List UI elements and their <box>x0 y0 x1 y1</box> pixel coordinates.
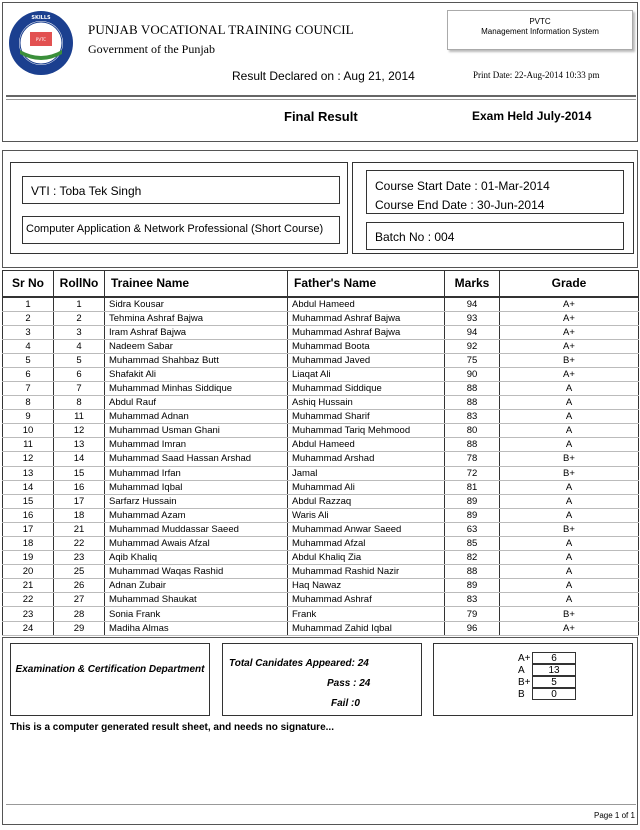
cell-trainee-name: Sarfarz Hussain <box>105 494 288 508</box>
cell-grade: A <box>500 565 639 579</box>
cell-marks: 89 <box>445 494 500 508</box>
totals-box <box>222 643 422 716</box>
cell-trainee-name: Muhammad Saad Hassan Arshad <box>105 452 288 466</box>
cell-grade: A+ <box>500 311 639 325</box>
cell-sr-no: 19 <box>3 551 54 565</box>
grade-count: 6 <box>532 652 576 664</box>
table-row <box>3 438 639 452</box>
cell-trainee-name: Muhammad Shaukat <box>105 593 288 607</box>
svg-text:PVTC: PVTC <box>35 37 47 42</box>
course-start-date: Course Start Date : 01-Mar-2014 <box>375 179 550 193</box>
cell-trainee-name: Muhammad Awais Afzal <box>105 537 288 551</box>
cell-sr-no: 17 <box>3 522 54 536</box>
col-grade: Grade <box>500 271 639 297</box>
table-row <box>3 621 639 635</box>
cell-roll-no: 15 <box>54 466 105 480</box>
cell-grade: A+ <box>500 339 639 353</box>
cell-marks: 88 <box>445 565 500 579</box>
cell-grade: A+ <box>500 297 639 312</box>
table-row <box>3 537 639 551</box>
cell-marks: 88 <box>445 438 500 452</box>
print-date: Print Date: 22-Aug-2014 10:33 pm <box>473 70 600 80</box>
cell-grade: A <box>500 438 639 452</box>
table-row <box>3 508 639 522</box>
batch-number: Batch No : 004 <box>366 222 624 250</box>
cell-grade: A <box>500 494 639 508</box>
cell-roll-no: 28 <box>54 607 105 621</box>
cell-sr-no: 11 <box>3 438 54 452</box>
cell-father-name: Abdul Hameed <box>288 297 445 312</box>
cell-trainee-name: Shafakit Ali <box>105 367 288 381</box>
cell-marks: 94 <box>445 325 500 339</box>
cell-marks: 92 <box>445 339 500 353</box>
grade-count: 0 <box>532 688 576 700</box>
cell-sr-no: 23 <box>3 607 54 621</box>
cell-grade: A <box>500 396 639 410</box>
grade-summary <box>433 643 633 716</box>
table-row <box>3 607 639 621</box>
cell-marks: 81 <box>445 480 500 494</box>
cell-father-name: Haq Nawaz <box>288 579 445 593</box>
col-father-name: Father's Name <box>288 271 445 297</box>
signature-note: This is a computer generated result sheet, and needs no signature... <box>10 722 334 733</box>
cell-roll-no: 5 <box>54 353 105 367</box>
cell-roll-no: 23 <box>54 551 105 565</box>
system-box <box>447 10 633 50</box>
cell-sr-no: 5 <box>3 353 54 367</box>
cell-grade: B+ <box>500 522 639 536</box>
cell-roll-no: 22 <box>54 537 105 551</box>
cell-grade: B+ <box>500 607 639 621</box>
cell-roll-no: 12 <box>54 424 105 438</box>
cell-roll-no: 18 <box>54 508 105 522</box>
cell-marks: 78 <box>445 452 500 466</box>
cell-father-name: Muhammad Ashraf Bajwa <box>288 311 445 325</box>
grade-summary-row <box>518 652 576 664</box>
cell-marks: 79 <box>445 607 500 621</box>
cell-roll-no: 4 <box>54 339 105 353</box>
col-trainee-name: Trainee Name <box>105 271 288 297</box>
table-row <box>3 480 639 494</box>
cell-father-name: Muhammad Ali <box>288 480 445 494</box>
cell-grade: A <box>500 579 639 593</box>
table-row <box>3 424 639 438</box>
exam-held: Exam Held July-2014 <box>472 109 592 123</box>
cell-father-name: Jamal <box>288 466 445 480</box>
cell-grade: B+ <box>500 353 639 367</box>
grade-label: A <box>518 665 525 676</box>
cell-trainee-name: Muhammad Muddassar Saeed <box>105 522 288 536</box>
cell-grade: A <box>500 381 639 395</box>
course-name: Computer Application & Network Professional (Short Course) <box>22 216 340 244</box>
cell-trainee-name: Madiha Almas <box>105 621 288 635</box>
pvtc-logo-icon <box>8 10 74 76</box>
footer-divider <box>6 804 636 805</box>
system-short: PVTC <box>529 17 551 26</box>
results-table <box>2 270 639 636</box>
cell-roll-no: 21 <box>54 522 105 536</box>
header-divider <box>6 95 636 97</box>
cell-trainee-name: Aqib Khaliq <box>105 551 288 565</box>
cell-trainee-name: Muhammad Imran <box>105 438 288 452</box>
cell-father-name: Ashiq Hussain <box>288 396 445 410</box>
cell-father-name: Muhammad Tariq Mehmood <box>288 424 445 438</box>
cell-trainee-name: Sonia Frank <box>105 607 288 621</box>
cell-father-name: Muhammad Javed <box>288 353 445 367</box>
page-title: Final Result <box>284 109 358 124</box>
cell-grade: A <box>500 593 639 607</box>
cell-father-name: Muhammad Ashraf Bajwa <box>288 325 445 339</box>
cell-father-name: Muhammad Rashid Nazir <box>288 565 445 579</box>
cell-sr-no: 7 <box>3 381 54 395</box>
vti-name: VTI : Toba Tek Singh <box>22 176 340 204</box>
cell-sr-no: 1 <box>3 297 54 312</box>
cell-roll-no: 13 <box>54 438 105 452</box>
cell-marks: 82 <box>445 551 500 565</box>
cell-trainee-name: Tehmina Ashraf Bajwa <box>105 311 288 325</box>
cell-sr-no: 16 <box>3 508 54 522</box>
cell-roll-no: 3 <box>54 325 105 339</box>
cell-sr-no: 2 <box>3 311 54 325</box>
grade-label: A+ <box>518 653 531 664</box>
total-pass: Pass : 24 <box>327 678 371 689</box>
cell-grade: A <box>500 480 639 494</box>
cell-trainee-name: Muhammad Irfan <box>105 466 288 480</box>
cell-father-name: Muhammad Siddique <box>288 381 445 395</box>
cell-roll-no: 14 <box>54 452 105 466</box>
page-number: Page 1 of 1 <box>594 811 635 820</box>
table-row <box>3 565 639 579</box>
cell-roll-no: 27 <box>54 593 105 607</box>
cell-father-name: Abdul Razzaq <box>288 494 445 508</box>
table-row <box>3 339 639 353</box>
table-row <box>3 410 639 424</box>
grade-summary-row <box>518 664 576 676</box>
cell-grade: B+ <box>500 466 639 480</box>
cell-roll-no: 2 <box>54 311 105 325</box>
table-row <box>3 381 639 395</box>
cell-father-name: Liaqat Ali <box>288 367 445 381</box>
grade-summary-row <box>518 676 576 688</box>
cell-sr-no: 13 <box>3 466 54 480</box>
table-row <box>3 452 639 466</box>
table-row <box>3 551 639 565</box>
cell-trainee-name: Muhammad Azam <box>105 508 288 522</box>
grade-label: B <box>518 689 525 700</box>
cell-marks: 96 <box>445 621 500 635</box>
grade-count: 13 <box>532 664 576 676</box>
cell-marks: 85 <box>445 537 500 551</box>
cell-marks: 90 <box>445 367 500 381</box>
cell-roll-no: 8 <box>54 396 105 410</box>
cell-sr-no: 18 <box>3 537 54 551</box>
cell-sr-no: 9 <box>3 410 54 424</box>
cell-trainee-name: Muhammad Iqbal <box>105 480 288 494</box>
cell-trainee-name: Sidra Kousar <box>105 297 288 312</box>
table-row <box>3 593 639 607</box>
header-divider-thin <box>6 99 636 100</box>
cell-father-name: Muhammad Sharif <box>288 410 445 424</box>
cell-trainee-name: Adnan Zubair <box>105 579 288 593</box>
cell-marks: 72 <box>445 466 500 480</box>
cell-trainee-name: Muhammad Usman Ghani <box>105 424 288 438</box>
result-declared: Result Declared on : Aug 21, 2014 <box>232 69 415 83</box>
cell-marks: 80 <box>445 424 500 438</box>
cell-father-name: Waris Ali <box>288 508 445 522</box>
cell-marks: 93 <box>445 311 500 325</box>
col-roll-no: RollNo <box>54 271 105 297</box>
cell-father-name: Muhammad Afzal <box>288 537 445 551</box>
cell-trainee-name: Muhammad Waqas Rashid <box>105 565 288 579</box>
course-end-date: Course End Date : 30-Jun-2014 <box>375 198 545 212</box>
cell-roll-no: 1 <box>54 297 105 312</box>
svg-text:SKILLS: SKILLS <box>31 15 51 21</box>
cell-sr-no: 14 <box>3 480 54 494</box>
table-row <box>3 396 639 410</box>
cell-marks: 89 <box>445 508 500 522</box>
cell-father-name: Muhammad Ashraf <box>288 593 445 607</box>
grade-count: 5 <box>532 676 576 688</box>
cell-father-name: Frank <box>288 607 445 621</box>
col-sr-no: Sr No <box>3 271 54 297</box>
table-row <box>3 367 639 381</box>
cell-father-name: Muhammad Zahid Iqbal <box>288 621 445 635</box>
cell-grade: A+ <box>500 367 639 381</box>
org-subtitle: Government of the Punjab <box>88 42 215 56</box>
cell-roll-no: 25 <box>54 565 105 579</box>
system-name: Management Information System <box>481 27 599 36</box>
cell-trainee-name: Iram Ashraf Bajwa <box>105 325 288 339</box>
cell-grade: A+ <box>500 621 639 635</box>
org-name: PUNJAB VOCATIONAL TRAINING COUNCIL <box>88 22 354 37</box>
exam-department: Examination & Certification Department <box>10 643 210 716</box>
cell-sr-no: 6 <box>3 367 54 381</box>
col-marks: Marks <box>445 271 500 297</box>
cell-roll-no: 6 <box>54 367 105 381</box>
cell-father-name: Abdul Hameed <box>288 438 445 452</box>
cell-trainee-name: Muhammad Minhas Siddique <box>105 381 288 395</box>
pvtc-logo <box>8 10 74 76</box>
cell-sr-no: 3 <box>3 325 54 339</box>
table-row <box>3 494 639 508</box>
cell-sr-no: 12 <box>3 452 54 466</box>
cell-father-name: Muhammad Arshad <box>288 452 445 466</box>
cell-roll-no: 11 <box>54 410 105 424</box>
cell-sr-no: 24 <box>3 621 54 635</box>
cell-father-name: Muhammad Boota <box>288 339 445 353</box>
cell-sr-no: 21 <box>3 579 54 593</box>
cell-roll-no: 7 <box>54 381 105 395</box>
table-row <box>3 311 639 325</box>
cell-marks: 94 <box>445 297 500 312</box>
table-row <box>3 466 639 480</box>
table-row <box>3 297 639 312</box>
cell-roll-no: 17 <box>54 494 105 508</box>
cell-marks: 75 <box>445 353 500 367</box>
grade-label: B+ <box>518 677 531 688</box>
cell-trainee-name: Nadeem Sabar <box>105 339 288 353</box>
cell-sr-no: 4 <box>3 339 54 353</box>
cell-grade: A <box>500 424 639 438</box>
cell-roll-no: 16 <box>54 480 105 494</box>
total-appeared: Total Canidates Appeared: 24 <box>229 658 369 669</box>
cell-marks: 83 <box>445 410 500 424</box>
cell-grade: A <box>500 551 639 565</box>
course-dates <box>366 170 624 214</box>
cell-marks: 89 <box>445 579 500 593</box>
cell-trainee-name: Muhammad Shahbaz Butt <box>105 353 288 367</box>
grade-summary-row <box>518 688 576 700</box>
table-row <box>3 353 639 367</box>
cell-grade: A <box>500 508 639 522</box>
cell-grade: B+ <box>500 452 639 466</box>
cell-sr-no: 20 <box>3 565 54 579</box>
cell-trainee-name: Abdul Rauf <box>105 396 288 410</box>
cell-roll-no: 29 <box>54 621 105 635</box>
cell-sr-no: 22 <box>3 593 54 607</box>
table-row <box>3 325 639 339</box>
table-header-row <box>3 271 639 297</box>
cell-sr-no: 15 <box>3 494 54 508</box>
cell-sr-no: 8 <box>3 396 54 410</box>
cell-marks: 88 <box>445 381 500 395</box>
cell-father-name: Abdul Khaliq Zia <box>288 551 445 565</box>
cell-father-name: Muhammad Anwar Saeed <box>288 522 445 536</box>
cell-marks: 83 <box>445 593 500 607</box>
cell-roll-no: 26 <box>54 579 105 593</box>
cell-marks: 63 <box>445 522 500 536</box>
cell-grade: A+ <box>500 325 639 339</box>
cell-grade: A <box>500 410 639 424</box>
cell-grade: A <box>500 537 639 551</box>
table-row <box>3 579 639 593</box>
table-row <box>3 522 639 536</box>
total-fail: Fail :0 <box>331 698 360 709</box>
cell-marks: 88 <box>445 396 500 410</box>
cell-sr-no: 10 <box>3 424 54 438</box>
cell-trainee-name: Muhammad Adnan <box>105 410 288 424</box>
